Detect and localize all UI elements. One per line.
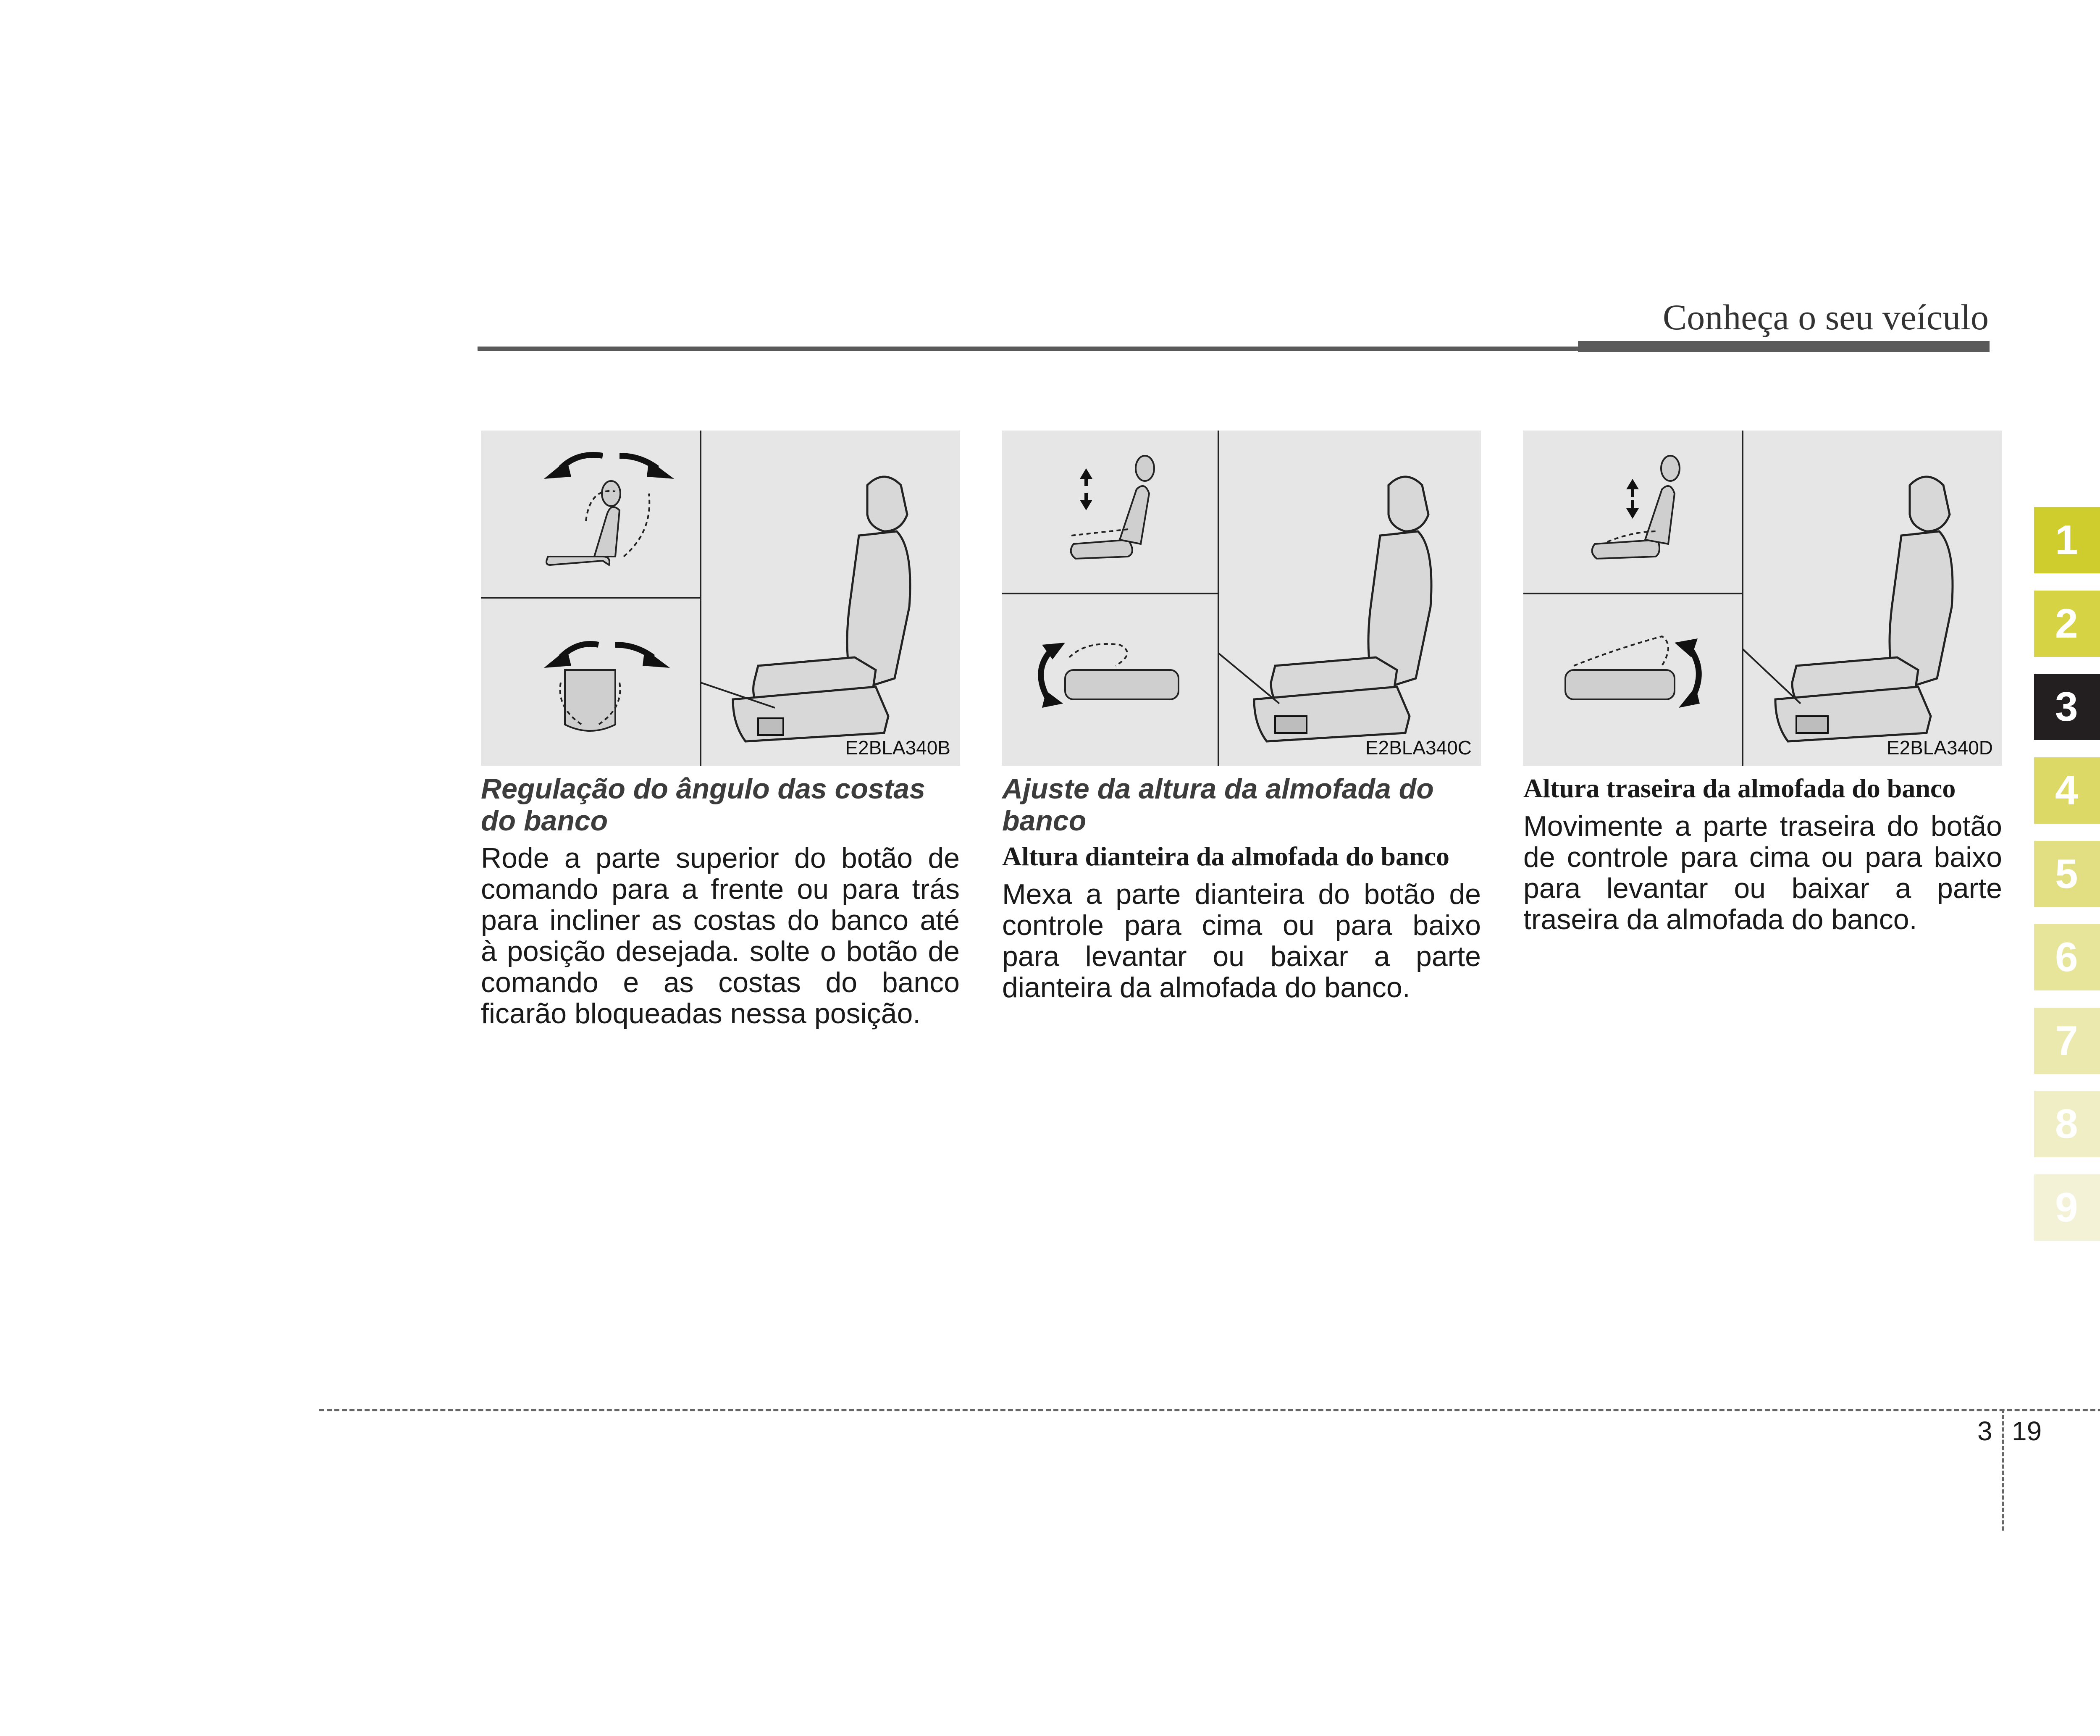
chapter-tab-label: 2 <box>2055 600 2078 646</box>
seat-illustration <box>481 431 960 766</box>
column-backrest <box>481 773 960 1029</box>
figure-rear-cushion-height <box>1523 431 2002 766</box>
section-subtitle: Altura dianteira da almofada do banco <box>1002 841 1449 871</box>
column-front-cushion <box>1002 773 1481 1003</box>
footer-divider <box>2002 1409 2004 1531</box>
chapter-tab-1[interactable] <box>2034 507 2100 573</box>
column-rear-cushion <box>1523 773 2002 935</box>
chapter-tab-label: 6 <box>2055 934 2078 980</box>
chapter-tab-label: 4 <box>2055 767 2078 813</box>
figure-code: E2BLA340B <box>845 737 950 759</box>
chapter-tab-label: 5 <box>2055 851 2078 897</box>
section-body: Movimente a parte traseira do botão de controle para cima ou para baixo para levantar ou baixar a parte traseira da almofada do banco. <box>1523 810 2002 935</box>
section-title: Ajuste da altura da almofada do banco <box>1002 773 1434 837</box>
page-header-title: Conheça o seu veículo <box>1662 297 1989 337</box>
chapter-tab-3[interactable] <box>2034 674 2100 740</box>
chapter-tab-8[interactable] <box>2034 1091 2100 1157</box>
seat-illustration <box>1002 431 1481 766</box>
footer-rule <box>319 1409 2100 1411</box>
figure-backrest-angle <box>481 431 960 766</box>
chapter-tab-label: 1 <box>2055 517 2078 563</box>
seat-height-icon <box>1071 456 1154 559</box>
section-body: Rode a parte superior do botão de comando para a frente ou para trás para incliner as costas do banco até à posição desejada. solte o botão de comando e as costas do banco ficarão bloqueadas nessa posição. <box>481 842 960 1030</box>
chapter-tab-label: 8 <box>2055 1100 2078 1147</box>
section-title: Regulação do ângulo das costas do banco <box>481 773 926 837</box>
chapter-tab-9[interactable] <box>2034 1174 2100 1241</box>
figure-front-cushion-height <box>1002 431 1481 766</box>
seat-recline-icon <box>546 481 620 565</box>
figure-code: E2BLA340D <box>1886 737 1993 759</box>
footer-page-number: 19 <box>2012 1416 2042 1446</box>
chapter-tab-4[interactable] <box>2034 757 2100 824</box>
footer-chapter-number: 3 <box>1977 1416 1992 1446</box>
chapter-tab-7[interactable] <box>2034 1008 2100 1074</box>
chapter-tab-2[interactable] <box>2034 591 2100 657</box>
large-seat-drawing <box>1254 477 1431 741</box>
figure-code: E2BLA340C <box>1365 737 1472 759</box>
header-rule-accent <box>1578 341 1990 352</box>
section-body: Mexa a parte dianteira do botão de controle para cima ou para baixo para levantar ou baixar a parte dianteira da almofada do banco. <box>1002 878 1481 1003</box>
large-seat-drawing <box>1775 477 1953 741</box>
chapter-tab-5[interactable] <box>2034 841 2100 907</box>
chapter-tab-6[interactable] <box>2034 924 2100 990</box>
header-rule <box>478 347 1578 351</box>
seat-illustration <box>1523 431 2002 766</box>
chapter-tab-label: 7 <box>2055 1017 2078 1064</box>
section-subtitle: Altura traseira da almofada do banco <box>1523 773 1956 803</box>
chapter-tab-label: 3 <box>2055 683 2078 730</box>
seat-height-icon <box>1592 456 1680 559</box>
chapter-tab-label: 9 <box>2055 1184 2078 1230</box>
